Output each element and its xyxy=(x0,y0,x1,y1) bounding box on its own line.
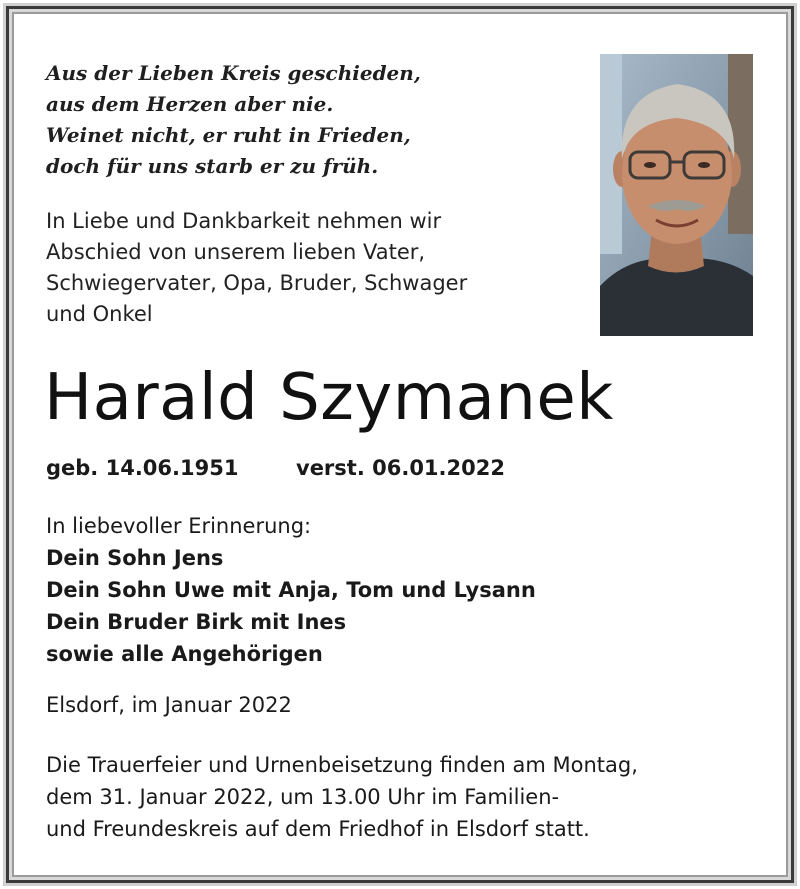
intro-text xyxy=(46,206,566,330)
mourners-section xyxy=(46,510,536,670)
poem-line: Weinet nicht, er ruht in Frieden, xyxy=(46,123,411,147)
intro-line: Abschied von unserem lieben Vater, xyxy=(46,240,426,264)
mourner-line: Dein Bruder Birk mit Ines xyxy=(46,610,347,634)
poem-line: Aus der Lieben Kreis geschieden, xyxy=(46,61,421,85)
memory-heading: In liebevoller Erinnerung: xyxy=(46,514,312,538)
mourner-line: sowie alle Angehörigen xyxy=(46,642,323,666)
place-date: Elsdorf, im Januar 2022 xyxy=(46,693,292,717)
service-line: dem 31. Januar 2022, um 13.00 Uhr im Familien- xyxy=(46,785,560,809)
poem-line: aus dem Herzen aber nie. xyxy=(46,92,334,116)
portrait-illustration xyxy=(600,54,753,336)
service-notice xyxy=(46,749,766,845)
portrait-photo xyxy=(600,54,753,336)
poem xyxy=(46,58,421,182)
intro-line: und Onkel xyxy=(46,302,153,326)
service-line: und Freundeskreis auf dem Friedhof in Elsdorf statt. xyxy=(46,817,590,841)
intro-line: In Liebe und Dankbarkeit nehmen wir xyxy=(46,209,442,233)
service-line: Die Trauerfeier und Urnenbeisetzung finden am Montag, xyxy=(46,753,638,777)
intro-line: Schwiegervater, Opa, Bruder, Schwager xyxy=(46,271,468,295)
deceased-name: Harald Szymanek xyxy=(44,361,614,435)
death-date: verst. 06.01.2022 xyxy=(296,456,505,480)
birth-date: geb. 14.06.1951 xyxy=(46,456,239,480)
poem-line: doch für uns starb er zu früh. xyxy=(46,154,379,178)
life-dates xyxy=(46,452,505,484)
mourner-line: Dein Sohn Jens xyxy=(46,546,224,570)
mourner-line: Dein Sohn Uwe mit Anja, Tom und Lysann xyxy=(46,578,536,602)
